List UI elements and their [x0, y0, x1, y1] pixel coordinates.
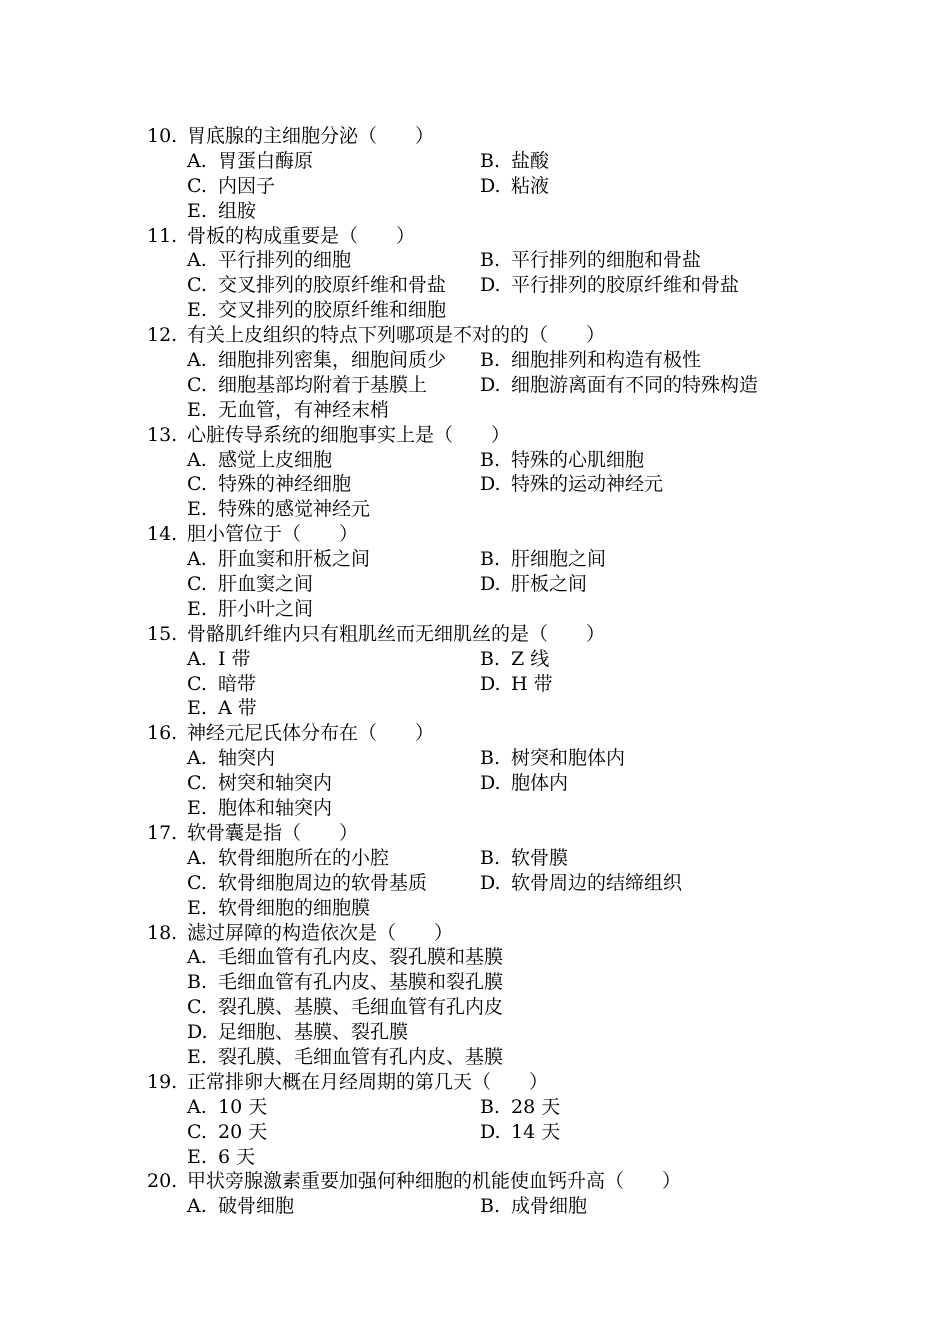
option-text: 粘液	[511, 174, 550, 197]
option-text: 6 天	[218, 1145, 256, 1168]
question-item	[147, 622, 867, 722]
answer-option	[187, 547, 480, 572]
option-text: 平行排列的细胞和骨盐	[511, 249, 702, 272]
question-number: 16.	[147, 722, 178, 745]
question-text: 心脏传导系统的细胞事实上是（ ）	[187, 423, 511, 446]
question-number: 17.	[147, 821, 178, 844]
question-text: 正常排卵大概在月经周期的第几天（ ）	[187, 1070, 549, 1093]
answer-option	[480, 647, 820, 672]
option-letter: E.	[187, 797, 207, 820]
option-text: 软骨细胞所在的小腔	[218, 846, 390, 869]
option-letter: D.	[480, 174, 501, 197]
option-text: 软骨膜	[511, 846, 569, 869]
option-letter: B.	[480, 846, 501, 869]
option-letter: C.	[187, 174, 207, 197]
question-text: 软骨囊是指（ ）	[187, 821, 359, 844]
option-letter: D.	[480, 871, 501, 894]
answer-option	[187, 771, 480, 796]
option-letter: A.	[187, 349, 207, 372]
answer-option	[187, 796, 480, 821]
answer-option	[480, 448, 820, 473]
answer-option	[187, 398, 480, 423]
option-letter: B.	[480, 1195, 501, 1218]
option-letter: B.	[187, 971, 208, 994]
answer-option	[187, 298, 480, 323]
option-letter: C.	[187, 1120, 207, 1143]
question-text: 滤过屏障的构造依次是（ ）	[187, 921, 454, 944]
option-list	[187, 1095, 867, 1170]
option-letter: C.	[187, 672, 207, 695]
option-letter: E.	[187, 896, 207, 919]
option-letter: B.	[480, 1095, 501, 1118]
answer-option	[187, 248, 480, 273]
option-text: 平行排列的胶原纤维和骨盐	[511, 274, 740, 297]
option-text: 组胺	[218, 199, 257, 222]
option-letter: D.	[480, 672, 501, 695]
option-text: 胞体内	[511, 772, 569, 795]
answer-option	[480, 771, 820, 796]
question-text: 骨板的构成重要是（ ）	[187, 224, 416, 247]
question-number: 20.	[147, 1170, 178, 1193]
question-number: 12.	[147, 324, 178, 347]
option-text: 软骨周边的结缔组织	[511, 871, 683, 894]
answer-option	[187, 970, 820, 995]
question-text: 有关上皮组织的特点下列哪项是不对的的（ ）	[187, 324, 606, 347]
question-item	[147, 1070, 867, 1170]
question-stem	[147, 622, 867, 647]
option-letter: B.	[480, 349, 501, 372]
question-item	[147, 522, 867, 622]
answer-option	[187, 672, 480, 697]
answer-option	[187, 1045, 820, 1070]
option-text: 特殊的运动神经元	[511, 473, 664, 496]
option-text: 特殊的神经细胞	[218, 473, 352, 496]
question-stem	[147, 721, 867, 746]
answer-option	[480, 348, 820, 373]
answer-option	[480, 846, 820, 871]
question-number: 10.	[147, 125, 178, 147]
question-item	[147, 921, 867, 1070]
question-item	[147, 821, 867, 921]
option-letter: E.	[187, 697, 207, 720]
option-text: 肝血窦之间	[218, 573, 314, 596]
option-letter: D.	[480, 573, 501, 596]
question-number: 15.	[147, 622, 178, 645]
question-number: 14.	[147, 523, 178, 546]
option-letter: C.	[187, 373, 207, 396]
question-number: 18.	[147, 921, 178, 944]
answer-option	[480, 746, 820, 771]
option-text: 成骨细胞	[511, 1195, 588, 1218]
option-text: 细胞排列密集，细胞间质少	[218, 349, 447, 372]
answer-option	[187, 373, 480, 398]
answer-option	[187, 472, 480, 497]
option-text: 裂孔膜、基膜、毛细血管有孔内皮	[218, 996, 504, 1019]
question-number: 19.	[147, 1070, 178, 1093]
answer-option	[187, 273, 480, 298]
option-letter: C.	[187, 274, 207, 297]
option-letter: A.	[187, 1095, 207, 1118]
option-letter: A.	[187, 946, 207, 969]
question-number: 11.	[147, 224, 178, 247]
option-text: 破骨细胞	[218, 1195, 295, 1218]
option-letter: D.	[187, 1021, 208, 1044]
option-list	[187, 945, 867, 1069]
answer-option	[187, 174, 480, 199]
answer-option	[187, 896, 480, 921]
option-list	[187, 1194, 867, 1219]
answer-option	[187, 871, 480, 896]
option-text: 肝血窦和肝板之间	[218, 548, 371, 571]
option-list	[187, 348, 867, 423]
option-list	[187, 746, 867, 821]
answer-option	[187, 199, 480, 224]
option-letter: B.	[480, 548, 501, 571]
option-text: 28 天	[511, 1095, 561, 1118]
question-text: 神经元尼氏体分布在（ ）	[187, 722, 435, 745]
option-text: 肝细胞之间	[511, 548, 607, 571]
option-text: 胃蛋白酶原	[218, 149, 314, 172]
option-text: 肝板之间	[511, 573, 588, 596]
answer-option	[187, 497, 480, 522]
option-letter: B.	[480, 747, 501, 770]
option-letter: E.	[187, 199, 207, 222]
option-letter: A.	[187, 548, 207, 571]
answer-option	[187, 995, 820, 1020]
option-text: 交叉排列的胶原纤维和骨盐	[218, 274, 447, 297]
answer-option	[187, 597, 480, 622]
option-text: 盐酸	[511, 149, 550, 172]
answer-option	[480, 871, 820, 896]
option-letter: A.	[187, 846, 207, 869]
option-text: I 带	[218, 647, 251, 670]
option-text: A 带	[218, 697, 257, 720]
option-letter: C.	[187, 996, 207, 1019]
option-letter: E.	[187, 498, 207, 521]
question-item	[147, 323, 867, 423]
question-text: 胆小管位于（ ）	[187, 523, 359, 546]
question-list	[147, 124, 867, 1219]
option-letter: C.	[187, 573, 207, 596]
option-letter: C.	[187, 772, 207, 795]
question-number: 13.	[147, 423, 178, 446]
option-letter: B.	[480, 647, 501, 670]
option-text: 胞体和轴突内	[218, 797, 333, 820]
option-letter: D.	[480, 473, 501, 496]
answer-option	[187, 945, 820, 970]
answer-option	[187, 1120, 480, 1145]
answer-option	[187, 647, 480, 672]
option-text: 轴突内	[218, 747, 276, 770]
option-text: Z 线	[511, 647, 550, 670]
option-letter: E.	[187, 1145, 207, 1168]
option-letter: C.	[187, 871, 207, 894]
answer-option	[187, 1095, 480, 1120]
option-letter: A.	[187, 448, 207, 471]
option-text: 软骨细胞的细胞膜	[218, 896, 371, 919]
option-text: 10 天	[218, 1095, 268, 1118]
option-text: 软骨细胞周边的软骨基质	[218, 871, 428, 894]
option-text: 暗带	[218, 672, 257, 695]
answer-option	[480, 1120, 820, 1145]
question-stem	[147, 224, 867, 249]
option-text: 树突和胞体内	[511, 747, 626, 770]
option-text: 肝小叶之间	[218, 597, 314, 620]
question-text: 骨骼肌纤维内只有粗肌丝而无细肌丝的是（ ）	[187, 622, 606, 645]
answer-option	[187, 696, 480, 721]
answer-option	[480, 149, 820, 174]
option-list	[187, 149, 867, 224]
option-letter: E.	[187, 398, 207, 421]
answer-option	[480, 174, 820, 199]
answer-option	[480, 472, 820, 497]
answer-option	[480, 572, 820, 597]
option-list	[187, 547, 867, 622]
option-text: 细胞基部均附着于基膜上	[218, 373, 428, 396]
option-letter: A.	[187, 1195, 207, 1218]
option-letter: E.	[187, 1045, 207, 1068]
answer-option	[187, 1194, 480, 1219]
option-letter: D.	[480, 1120, 501, 1143]
option-letter: A.	[187, 149, 207, 172]
question-text: 甲状旁腺激素重要加强何种细胞的机能使血钙升高（ ）	[187, 1170, 682, 1193]
answer-option	[480, 1095, 820, 1120]
option-letter: A.	[187, 647, 207, 670]
option-text: 交叉排列的胶原纤维和细胞	[218, 299, 447, 322]
option-text: H 带	[511, 672, 553, 695]
answer-option	[187, 1020, 820, 1045]
question-item	[147, 721, 867, 821]
option-letter: C.	[187, 473, 207, 496]
question-item	[147, 124, 867, 224]
option-list	[187, 846, 867, 921]
question-stem	[147, 124, 867, 149]
option-letter: E.	[187, 299, 207, 322]
answer-option	[187, 846, 480, 871]
option-text: 足细胞、基膜、裂孔膜	[218, 1021, 409, 1044]
question-stem	[147, 1169, 867, 1194]
option-text: 树突和轴突内	[218, 772, 333, 795]
option-list	[187, 647, 867, 722]
option-text: 特殊的心肌细胞	[511, 448, 645, 471]
option-letter: D.	[480, 274, 501, 297]
option-text: 内因子	[218, 174, 276, 197]
answer-option	[480, 672, 820, 697]
question-item	[147, 1169, 867, 1219]
option-text: 裂孔膜、毛细血管有孔内皮、基膜	[218, 1045, 504, 1068]
option-text: 20 天	[218, 1120, 268, 1143]
answer-option	[187, 448, 480, 473]
answer-option	[480, 1194, 820, 1219]
option-letter: B.	[480, 249, 501, 272]
question-stem	[147, 522, 867, 547]
option-text: 细胞游离面有不同的特殊构造	[511, 373, 759, 396]
question-stem	[147, 323, 867, 348]
answer-option	[480, 273, 820, 298]
question-stem	[147, 821, 867, 846]
option-letter: E.	[187, 597, 207, 620]
question-item	[147, 423, 867, 523]
option-text: 感觉上皮细胞	[218, 448, 333, 471]
answer-option	[480, 248, 820, 273]
answer-option	[187, 572, 480, 597]
option-letter: A.	[187, 249, 207, 272]
answer-option	[480, 547, 820, 572]
option-text: 毛细血管有孔内皮、裂孔膜和基膜	[218, 946, 504, 969]
option-letter: D.	[480, 373, 501, 396]
option-text: 毛细血管有孔内皮、基膜和裂孔膜	[218, 971, 504, 994]
answer-option	[187, 348, 480, 373]
option-letter: B.	[480, 149, 501, 172]
option-text: 细胞排列和构造有极性	[511, 349, 702, 372]
option-text: 平行排列的细胞	[218, 249, 352, 272]
question-stem	[147, 921, 867, 946]
option-text: 14 天	[511, 1120, 561, 1143]
answer-option	[187, 149, 480, 174]
answer-option	[187, 1145, 480, 1170]
question-item	[147, 224, 867, 324]
option-text: 特殊的感觉神经元	[218, 498, 371, 521]
question-stem	[147, 423, 867, 448]
option-letter: B.	[480, 448, 501, 471]
option-text: 无血管，有神经末梢	[218, 398, 390, 421]
option-letter: D.	[480, 772, 501, 795]
answer-option	[480, 373, 820, 398]
question-stem	[147, 1070, 867, 1095]
question-text: 胃底腺的主细胞分泌（ ）	[187, 125, 435, 147]
option-letter: A.	[187, 747, 207, 770]
option-list	[187, 248, 867, 323]
option-list	[187, 448, 867, 523]
answer-option	[187, 746, 480, 771]
